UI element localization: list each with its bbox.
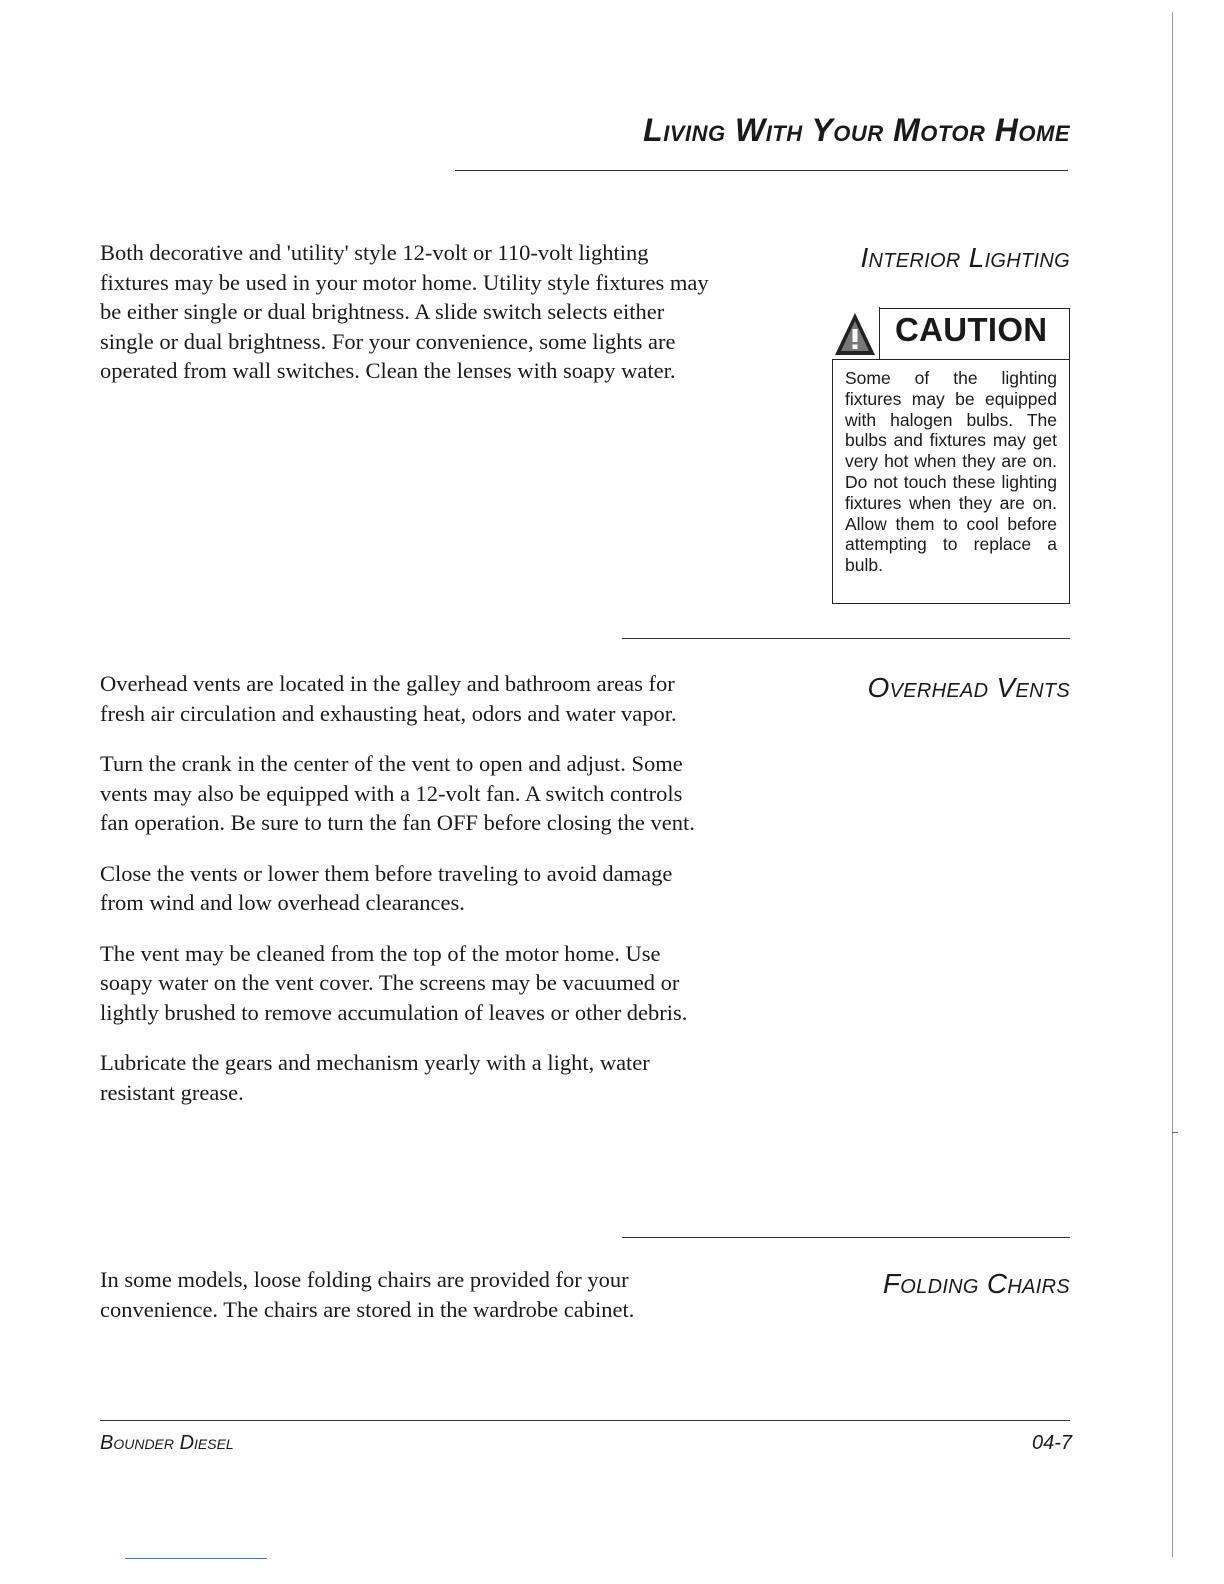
section-rule-2 [622, 1237, 1070, 1238]
warning-triangle-icon [831, 307, 880, 359]
folding-chairs-paragraph: In some models, loose folding chairs are provided for your convenience. The chairs are stored in the wardrobe cabinet. [100, 1267, 635, 1322]
folding-chairs-title: Folding Chairs [882, 1268, 1070, 1299]
interior-lighting-body [100, 238, 712, 407]
caution-label: CAUTION [895, 311, 1048, 348]
page-header-title: Living With Your Motor Home [643, 112, 1070, 148]
caution-text: Some of the lighting fixtures may be equipped with halogen bulbs. The bulbs and fixtures may get very hot when they are on. Do not touch these lighting fixtures when they are on. Allow them to cool before attempting to replace a bulb. [845, 368, 1057, 576]
overhead-vents-paragraph-3: Close the vents or lower them before traveling to avoid damage from wind and low overhead clearances. [100, 860, 673, 915]
interior-lighting-paragraph: Both decorative and 'utility' style 12-volt or 110-volt lighting fixtures may be used in your motor home. Utility style fixtures may be either single or dual brightness. A slide switch selects either single or dual brightness. For your convenience, some lights are operated from wall switches. Clean the lenses with soapy water. [100, 240, 709, 383]
scan-edge-line [1172, 12, 1173, 1557]
overhead-vents-body [100, 669, 712, 1128]
footer-rule [100, 1420, 1070, 1421]
interior-lighting-title: Interior Lighting [860, 242, 1070, 273]
footer-page-number: 04-7 [1031, 1432, 1072, 1454]
header-rule [455, 170, 1068, 171]
section-rule-1 [622, 638, 1070, 639]
caution-box [832, 308, 1070, 604]
scan-blue-line [125, 1558, 267, 1559]
caution-header [833, 309, 1069, 360]
scan-edge-tick [1172, 1132, 1178, 1133]
overhead-vents-paragraph-5: Lubricate the gears and mechanism yearly with a light, water resistant grease. [100, 1050, 650, 1105]
folding-chairs-body [100, 1265, 712, 1345]
overhead-vents-paragraph-1: Overhead vents are located in the galley and bathroom areas for fresh air circulation and exhausting heat, odors and water vapor. [100, 671, 677, 726]
footer-manual-name: Bounder Diesel [100, 1432, 234, 1454]
overhead-vents-paragraph-4: The vent may be cleaned from the top of the motor home. Use soapy water on the vent cover. The screens may be vacuumed or lightly brushed to remove accumulation of leaves or other debris. [100, 940, 688, 1025]
overhead-vents-title: Overhead Vents [867, 672, 1070, 703]
overhead-vents-paragraph-2: Turn the crank in the center of the vent to open and adjust. Some vents may also be equipped with a 12-volt fan. A switch controls fan operation. Be sure to turn the fan OFF before closing the vent. [100, 751, 695, 835]
